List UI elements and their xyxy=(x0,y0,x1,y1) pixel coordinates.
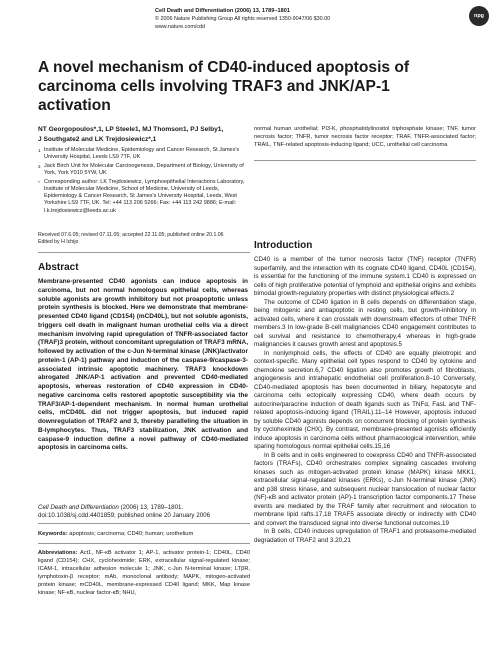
divider xyxy=(254,160,476,161)
divider xyxy=(38,252,250,253)
intro-paragraph: In B cells, CD40 induces upregulation of TRAF1 and proteasome-mediated degradation of TRAF2 and 3.20,21 xyxy=(254,528,476,544)
keywords xyxy=(38,530,250,538)
intro-paragraph: In B cells and in cells engineered to coexpress CD40 and TNFR-associated factors (TRAFs), CD40 orchestrates complex signaling cascades involving kinases such as mitogen-activated protein kinase (MAPK) kinase MKK1, extracellular signal-regulated kinases (ERKs), c-Jun N-terminal kinase (JNK) and p38 stress kinase, and subsequent nuclear translocation of nuclear factor (NF)-κB and activator protein (AP)-1 transcription factor components.17 These events are mediated by the TRAF family after recruitment and relocation to membrane lipid rafts.17,18 TRAF5 associate directly or indirectly with CD40 and convert the transduced signal into diverse functional outcomes.19 xyxy=(254,451,476,527)
affiliation-1 xyxy=(38,147,250,161)
corresponding-author xyxy=(38,179,250,215)
abbreviations xyxy=(38,549,250,598)
citation xyxy=(38,504,250,520)
journal-website-link[interactable]: www.nature.com/cdd xyxy=(155,24,206,30)
running-header xyxy=(0,0,496,42)
author-list xyxy=(38,125,238,145)
npg-logo: npg xyxy=(469,6,489,26)
affiliation-2 xyxy=(38,163,250,177)
affiliation-marker: 1 xyxy=(38,148,41,153)
edited-by: Edited by H Ichijo xyxy=(38,239,79,245)
intro-paragraph: In nonlymphoid cells, the effects of CD40 are equally pleiotropic and context-specific. Many epithelial cell types respond to CD40 by cytokine and chemokine secretion.6,7 CD40 ligation also promotes growth of fibroblasts, angiogenesis and intrahepatic endothelial cell proliferation.8–10 Conversely, CD40-mediated apoptosis has been documented in biliary, hepatocyte and carcinoma cells ectopically expressing CD40, where death occurs by autocrine/paracrine induction of death ligands such as TNFα, FasL and TNF-related apoptosis-inducing ligand (TRAIL).11–14 However, apoptosis induced by soluble CD40 agonists depends on concurrent blocking of protein synthesis by cycloheximide (CHX). By contrast, membrane-presented agonists efficiently induce apoptosis in carcinoma cells without pharmacological intervention, while sparing homologous normal epithelial cells.15,16 xyxy=(254,349,476,450)
journal-line: Cell Death and Differentiation (2006) 13, 1789–1801 xyxy=(155,8,290,14)
keywords-text: apoptosis; carcinoma; CD40; human; urothelium xyxy=(69,531,194,537)
abbreviations-label: Abbreviations: xyxy=(38,550,78,556)
abbreviations-text: Act1, NF-κB activator 1; AP-1, activator protein-1; CD40L, CD40 ligand (CD154); CHX, cycloheximide; ERK, extracellular signal-regulated kinase; ICAM-1, intracellular adhesion molecule 1; JNK, c-Jun N-terminal kinase; LTβR, lymphotoxin-β receptor; mAb, monoclonal antibody; MAPK, mitogen-activated protein kinase; mCD40L, membrane-expressed CD40 ligand; MKK, Map kinase kinase; NF-κB, nuclear factor-κB; NHU, xyxy=(38,550,250,597)
introduction-heading: Introduction xyxy=(254,240,313,251)
received-dates xyxy=(38,232,250,246)
copyright-line: © 2006 Nature Publishing Group All rights reserved 1350-9047/06 $30.00 xyxy=(155,16,331,22)
affiliation-marker: * xyxy=(38,179,40,185)
affiliation-text: Institute of Molecular Medicine, Epidemiology and Cancer Research, St James's University Hospital, Leeds LS9 7TF, UK xyxy=(44,147,240,161)
affiliation-marker: 2 xyxy=(38,163,41,169)
keywords-label: Keywords: xyxy=(38,531,68,537)
divider xyxy=(38,543,250,544)
affiliations xyxy=(38,147,250,216)
abstract-text: Membrane-presented CD40 agonists can induce apoptosis in carcinoma, but not normal homologous epithelial cells, whereas soluble agonists are growth inhibitory but not proapoptotic unless protein synthesis is blocked. Here we demonstrate that membrane-presented CD40 ligand (CD154) (mCD40L), but not soluble agonists, triggers cell death in malignant human urothelial cells via a direct mechanism involving rapid upregulation of TNFR-associated factor (TRAF)3 protein, without concomitant upregulation of TRAF3 mRNA, followed by activation of the c-Jun N-terminal kinase (JNK)/activator protein-1 (AP-1) pathway and induction of the caspase-9/caspase-3-associated intrinsic apoptotic machinery. TRAF3 knockdown abrogated JNK/AP-1 activation and prevented CD40-mediated apoptosis, whereas restoration of CD40 expression in CD40-negative carcinoma cells restored apoptotic susceptibility via the TRAF3/AP-1-dependent mechanism. In normal human urothelial cells, mCD40L did not trigger apoptosis, but induced rapid downregulation of TRAF2 and 3, thereby paralleling the situation in B-lymphocytes. Thus, TRAF3 stabilization, JNK activation and caspase-9 induction define a novel pathway of CD40-mediated apoptosis in carcinoma cells. xyxy=(38,278,248,452)
intro-paragraph: The outcome of CD40 ligation in B cells depends on differentiation stage, being mitogenic and antiapoptotic in resting cells, but growth-inhibitory in activated cells, where it can crosstalk with downstream effectors of other TNFR members.3 In low-grade B-cell malignancies CD40 engagement contributes to cell survival and resistance to chemotherapy,4 whereas in high-grade malignancies it causes growth arrest and apoptosis.5 xyxy=(254,298,476,348)
abstract-heading: Abstract xyxy=(38,262,79,273)
divider xyxy=(38,523,250,524)
affiliation-text: Jack Birch Unit for Molecular Carcinogenesis, Department of Biology, University of York, York Y010 5YW, UK xyxy=(44,162,244,177)
affiliation-text: Corresponding author: LK Trejdosiewicz, Lymphoepithelial Interactions Laboratory, Institute of Molecular Medicine, School of Medicine, University of Leeds, Epidemiology & Cancer Research, St James's University Hospital, Leeds, West Yorkshire LS9 7TF, UK. Tel: +44 113 206 5266; Fax: +44 113 242 9886; E-mail: l.k.trejdosiewicz@leeds.ac.uk xyxy=(44,178,245,214)
received-line: Received 07.6.05; revised 07.11.05; accepted 22.11.05; published online 20.1.06 xyxy=(38,232,224,238)
introduction-body xyxy=(254,256,476,545)
abbreviations-continued: normal human urothelial; PI3-K, phosphatidylinositol triphosphate kinase; TNF, tumor necrosis factor; TNFR, tumor necrosis factor receptor; TRAF, TNFR-associated factor; TRAIL, TNF-related apoptosis-inducing ligand; UCC, urothelial cell carcinoma xyxy=(254,126,476,148)
citation-journal: Cell Death and Differentiation xyxy=(38,504,119,511)
article-title: A novel mechanism of CD40-induced apoptosis of carcinoma cells involving TRAF3 and JNK/AP-1 activation xyxy=(38,59,410,114)
authors-line-2: J Southgate2 and LK Trejdosiewicz*,1 xyxy=(38,136,157,143)
authors-line-1: NT Georgopoulos*,1, LP Steele1, MJ Thomson1, PJ Selby1, xyxy=(38,126,224,133)
citation-details: (2006) 13, 1789–1801. doi:10.1038/sj.cdd.4401859; published online 20 January 2006 xyxy=(38,504,211,519)
intro-paragraph: CD40 is a member of the tumor necrosis factor (TNF) receptor (TNFR) superfamily, and the interaction with its cognate CD40 ligand, CD40L (CD154), is essential for the functioning of the immune system.1 CD40 is expressed on cells of high proliferative potential of lymphoid and epithelial origins and exhibits bimodal growth-regulatory properties with distinct physiological effects.2 xyxy=(254,256,476,297)
